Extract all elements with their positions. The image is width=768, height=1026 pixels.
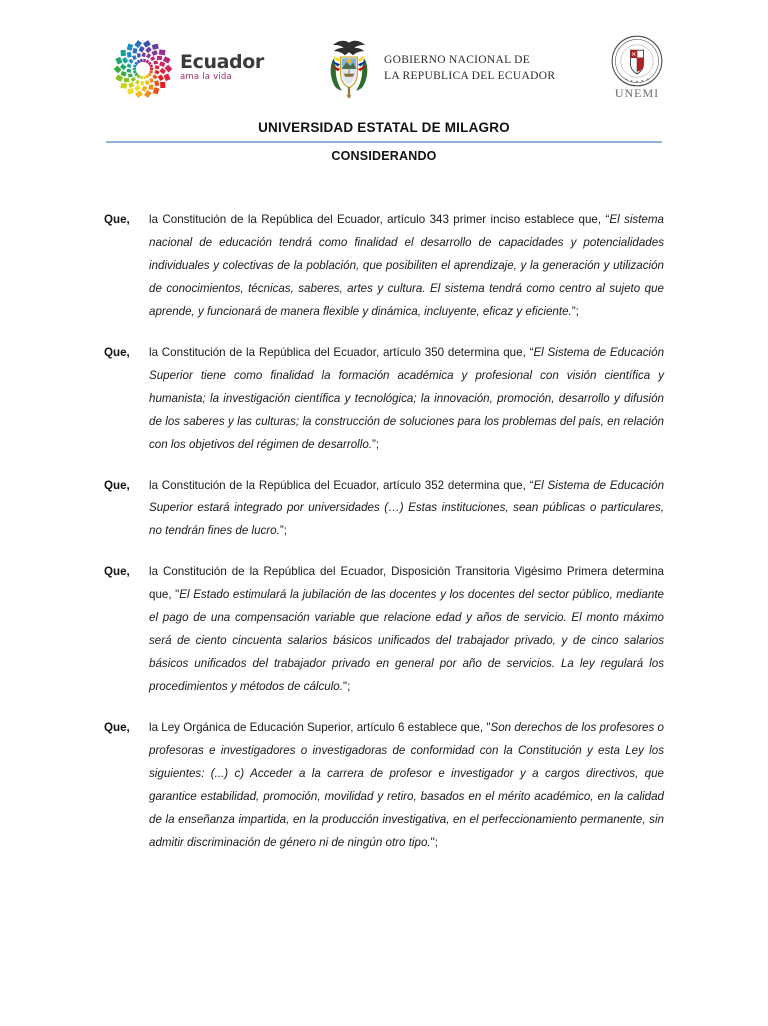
clause-lead-text: la Constitución de la República del Ecuador, artículo 352 determina que, xyxy=(149,478,530,492)
clause-text xyxy=(149,475,664,544)
clause-text xyxy=(149,561,664,699)
clause-quote-close: ”; xyxy=(279,524,287,538)
gobierno-line-1: GOBIERNO NACIONAL DE xyxy=(384,54,531,67)
section-title: CONSIDERANDO xyxy=(331,149,437,163)
considerando-clause xyxy=(104,561,664,699)
ecuador-logo-name: Ecuador xyxy=(180,50,264,73)
document-page xyxy=(0,32,768,1026)
gobierno-nacional-logo xyxy=(322,38,555,100)
page-title: UNIVERSIDAD ESTATAL DE MILAGRO xyxy=(258,120,510,135)
clause-quote-close: ”; xyxy=(571,304,579,318)
unemi-seal-icon xyxy=(610,34,664,88)
unemi-logo xyxy=(606,34,668,101)
clause-lead-text: la Constitución de la República del Ecuador, Disposición Transitoria Vigésimo Primera determina que, xyxy=(149,565,664,602)
clause-quote-close: ”; xyxy=(371,437,380,451)
clause-quote-text: El Sistema de Educación Superior estará integrado por universidades (…) Estas instituciones, sean públicas o particulares, no tendrán fines de lucro. xyxy=(149,478,665,538)
gobierno-line-2: LA REPUBLICA DEL ECUADOR xyxy=(384,70,556,82)
clause-text xyxy=(149,342,664,457)
clause-quote-close: "; xyxy=(430,835,438,849)
logo-band xyxy=(0,32,768,110)
considerando-clause xyxy=(104,342,664,457)
clause-quote-text: El Sistema de Educación Superior tiene como finalidad la formación académica y profesional con visión científica y humanista; la investigación científica y tecnológica; la innovación, promoción, desarrollo y difusión de los saberes y las culturas; la construcción de soluciones para los problemas del país, en relación con los objetivos del régimen de desarrollo. xyxy=(149,345,665,451)
header-divider xyxy=(106,141,662,143)
gobierno-wordmark xyxy=(384,53,555,84)
clause-text xyxy=(149,717,664,855)
clause-quote-open: “ xyxy=(529,345,534,359)
clause-quote-open: “ xyxy=(605,213,610,226)
clause-label: Que, xyxy=(104,721,130,735)
ecuador-pinwheel-icon xyxy=(112,38,174,100)
ecuador-logo-tagline: ama la vida xyxy=(180,71,232,82)
clause-lead-text: la Constitución de la República del Ecuador, artículo 350 determina que, xyxy=(149,345,530,359)
ecuador-coat-of-arms-icon xyxy=(322,38,376,100)
clause-quote-text: Son derechos de los profesores o profesoras e investigadores o investigadoras de conformidad con la Constitución y esta Ley los siguientes: (...) c) Acceder a la carrera de profesor e investigador y a cargos directivos, que garantice estabilidad, promoción, movilidad y retiro, basados en el mérito académico, en la calidad de la enseñanza impartida, en la producción investigativa, en el perfeccionamiento permanente, sin admitir discriminación de género ni de ningún otro tipo. xyxy=(149,721,664,849)
unemi-wordmark: UNEMI xyxy=(614,86,660,100)
clause-text xyxy=(149,209,664,324)
considerando-clause xyxy=(104,209,664,324)
clause-quote-open: " xyxy=(175,588,180,602)
clause-quote-text: El sistema nacional de educación tendrá como finalidad el desarrollo de capacidades y potencialidades individuales y colectivas de la población, que posibiliten el aprendizaje, y la generación y utilización de conocimientos, técnicas, saberes, artes y cultura. El sistema tendrá como centro al sujeto que aprende, y funcionará de manera flexible y dinámica, incluyente, eficaz y eficiente. xyxy=(149,213,664,318)
clause-quote-text: El Estado estimulará la jubilación de las docentes y los docentes del sector público, mediante el pago de una compensación variable que relacione edad y años de servicio. El monto máximo será de ciento cincuenta salarios básicos unificados del trabajador privado, y de cinco salarios básicos unificados del trabajador privado en general por año de servicios. La ley regulará los procedimientos y métodos de cálculo. xyxy=(149,588,664,694)
clause-label: Que, xyxy=(104,478,130,492)
considerando-clause-list xyxy=(104,209,664,855)
ecuador-wordmark xyxy=(180,50,264,86)
clause-quote-open: “ xyxy=(529,478,534,492)
ecuador-logo xyxy=(112,38,264,100)
clause-lead-text: la Constitución de la República del Ecuador, artículo 343 primer inciso establece que, xyxy=(149,213,606,226)
clause-label: Que, xyxy=(104,213,130,226)
considerando-clause xyxy=(104,717,664,855)
considerando-clause xyxy=(104,475,664,544)
clause-label: Que, xyxy=(104,345,130,359)
clause-label: Que, xyxy=(104,565,130,579)
clause-quote-open: " xyxy=(486,721,491,735)
clause-quote-close: "; xyxy=(342,680,351,694)
clause-lead-text: la Ley Orgánica de Educación Superior, artículo 6 establece que, xyxy=(149,721,487,735)
